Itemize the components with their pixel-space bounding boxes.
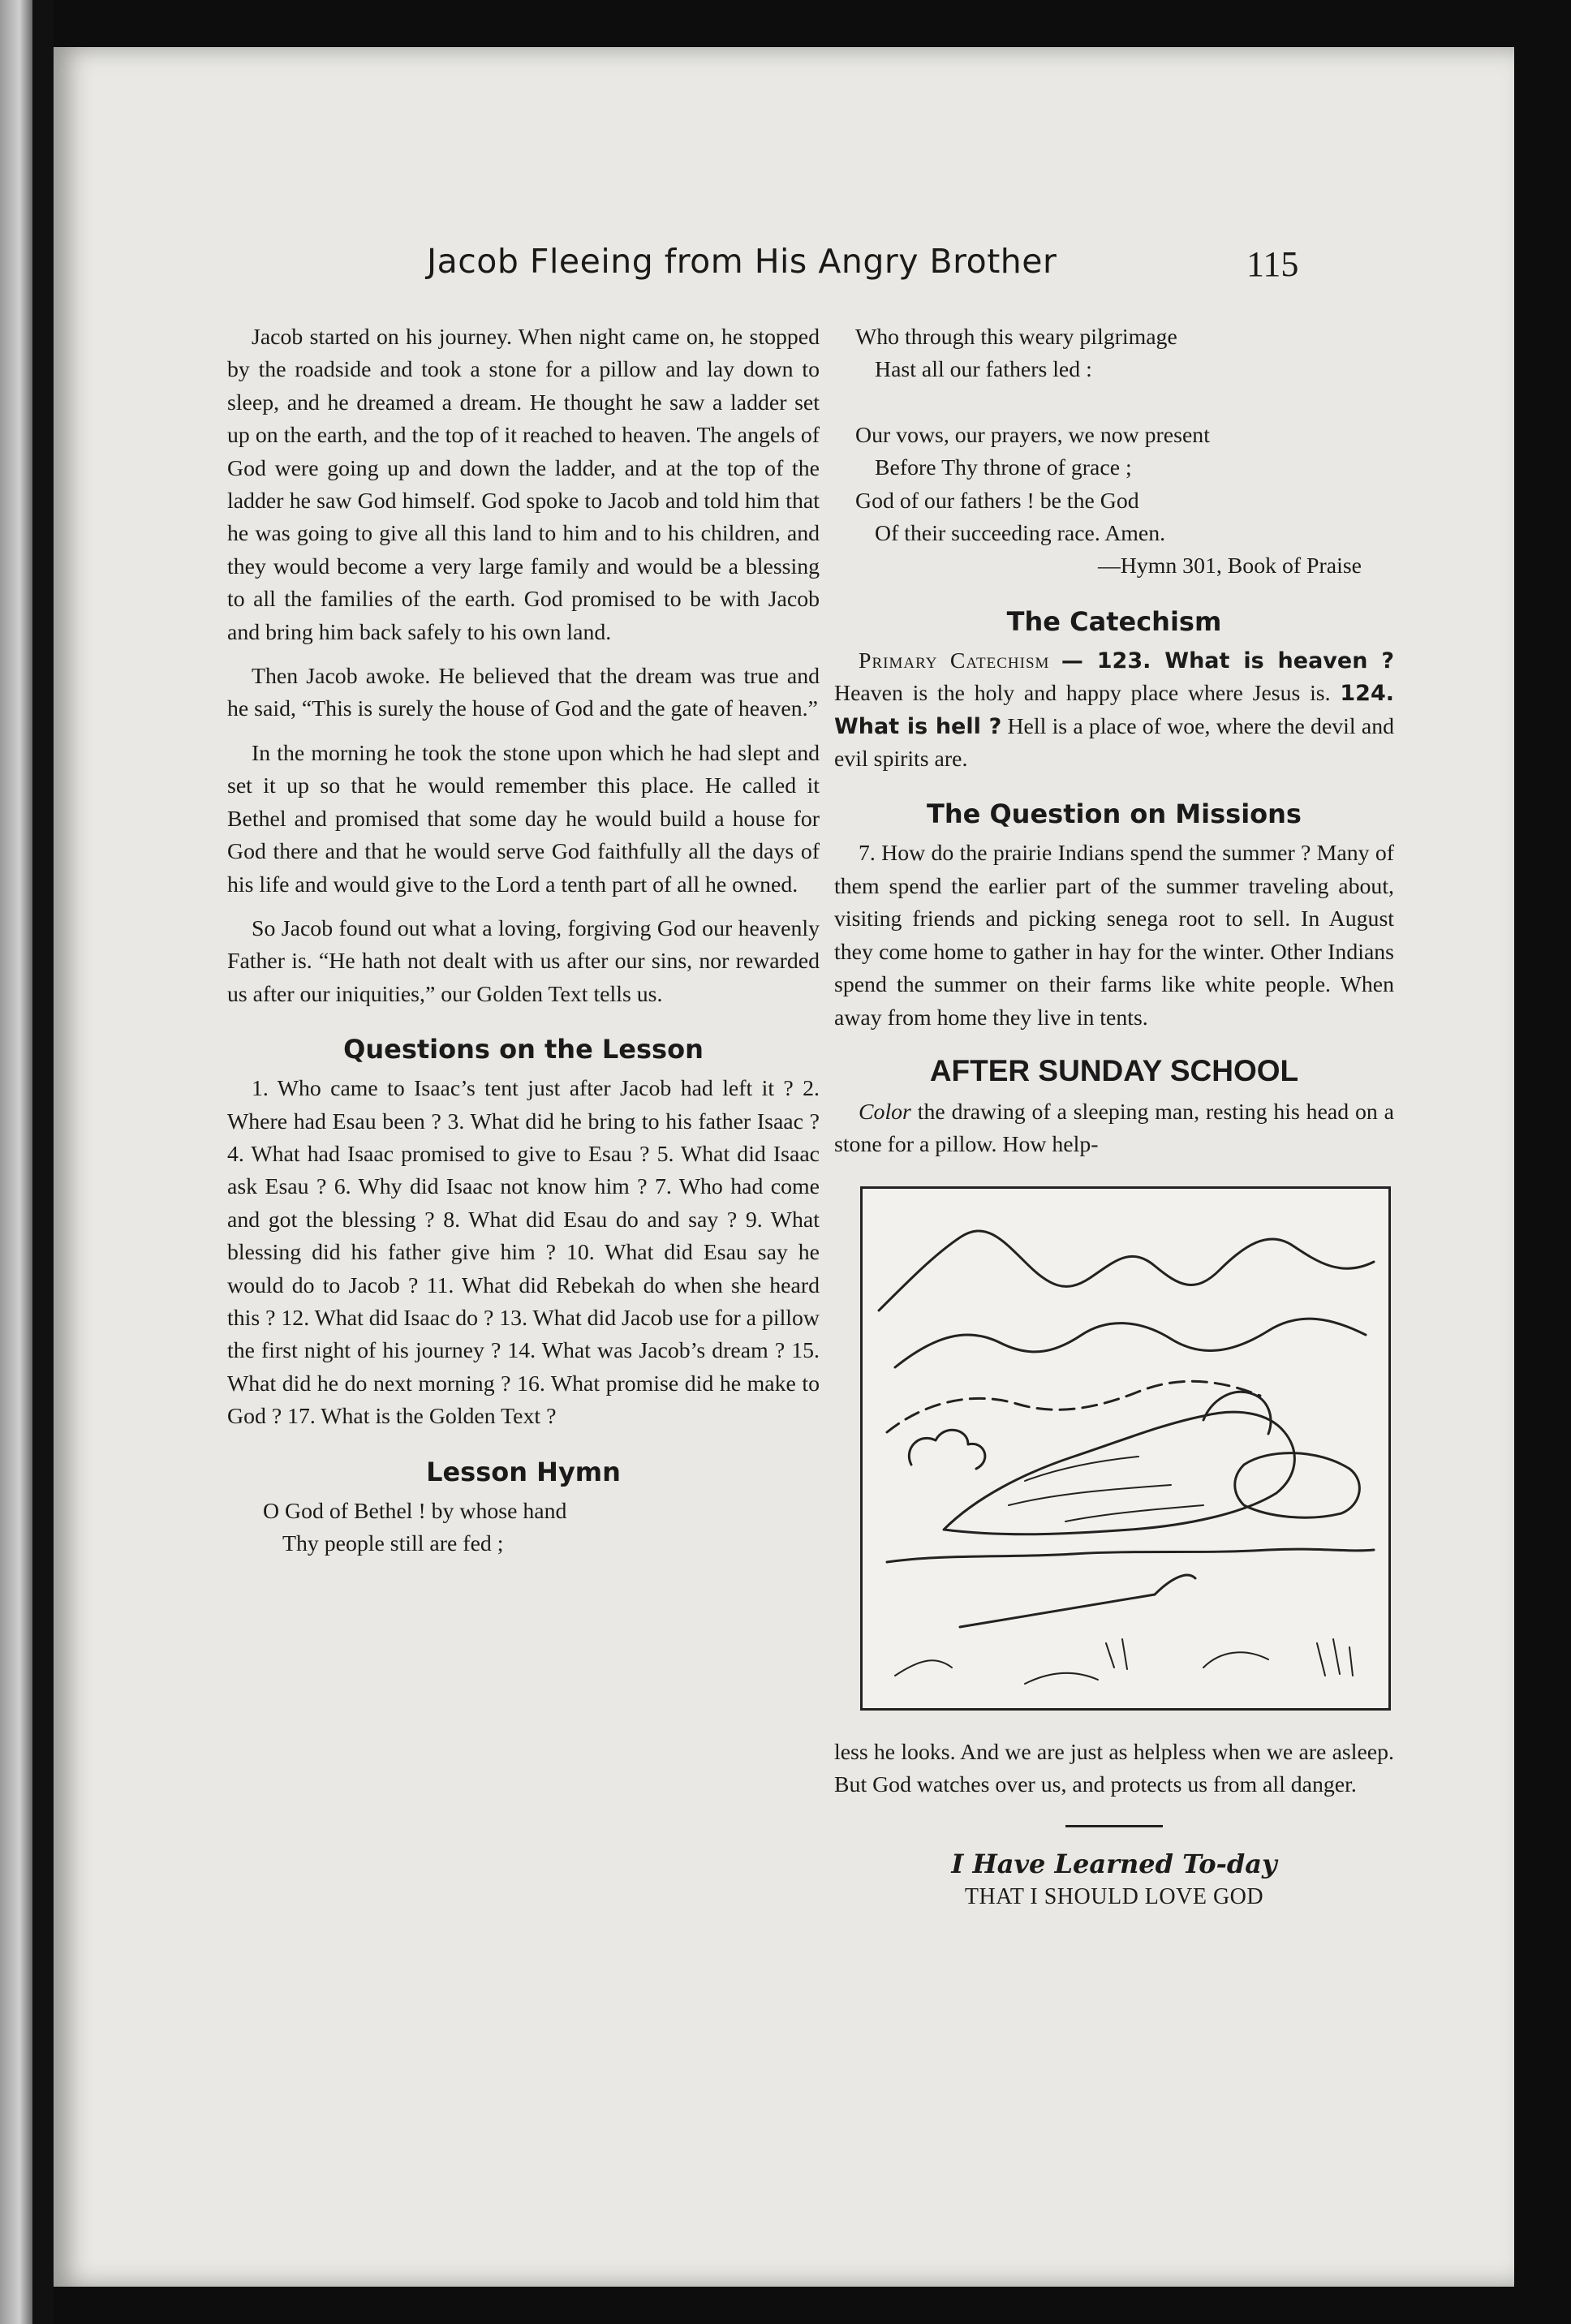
hymn-line: Who through this weary pilgrimage xyxy=(855,325,1177,350)
catechism-text xyxy=(834,645,1394,777)
lesson-hymn-verse xyxy=(227,1496,820,1561)
missions-text: 7. How do the prairie Indians spend the summer ? Many of them spend the earlier part of the summer traveling about, visiting friends and picking senega root to sell. In August they come home to gather in hay for the winter. Other Indians spend the summer on their farms like white people. When away from home they live in tents. xyxy=(834,841,1394,1031)
hymn-line: O God of Bethel ! by whose hand xyxy=(263,1498,567,1524)
questions-heading: Questions on the Lesson xyxy=(343,1034,704,1065)
left-column xyxy=(227,321,820,1560)
after-sunday-school-heading: AFTER SUNDAY SCHOOL xyxy=(929,1053,1299,1087)
learned-today-heading: I Have Learned To-day xyxy=(951,1848,1277,1879)
missions-heading: The Question on Missions xyxy=(927,798,1302,830)
sleeping-jacob-illustration xyxy=(860,1186,1391,1711)
hymn-line: Before Thy throne of grace ; xyxy=(875,455,1132,481)
verse-gap xyxy=(834,387,1394,420)
right-column xyxy=(834,321,1394,1910)
page-title: Jacob Fleeing from His Angry Brother xyxy=(427,242,1057,281)
catechism-question-123: — 123. What is heaven ? xyxy=(1061,648,1394,674)
line-drawing-sleeping-man xyxy=(863,1189,1388,1708)
story-paragraph: Jacob started on his journey. When night came on, he stopped by the roadside and took a stone for a pillow and lay down to sleep, and he dreamed a dream. He thought he saw a ladder set up on the earth, and the top of it reached to heaven. The angels of God were going up and down the ladder, and at the top of the ladder he saw God himself. God spoke to Jacob and told him that he was going to give all this land to him and to his children, and they would become a very large family and would be a blessing to all the families of the earth. God promised to be with Jacob and bring him back safely to his own land. xyxy=(227,325,820,645)
catechism-heading: The Catechism xyxy=(1006,605,1222,637)
story-paragraph: So Jacob found out what a loving, forgiving God our heavenly Father is. “He hath not dealt with us after our sins, nor rewarded us after our iniquities,” our Golden Text tells us. xyxy=(227,915,820,1007)
story-paragraph: Then Jacob awoke. He believed that the dream was true and he said, “This is surely the house of God and the gate of heaven.” xyxy=(227,664,820,722)
page-number: 115 xyxy=(1246,244,1299,284)
after-text-part-1: the drawing of a sleeping man, resting his head on a stone for a pillow. How help- xyxy=(834,1099,1394,1158)
catechism-answer-124: Hell is a place of woe, where the devil and evil spirits are. xyxy=(834,713,1394,773)
hymn-line: Of their succeeding race. Amen. xyxy=(875,521,1166,547)
catechism-label: Primary Catechism xyxy=(859,648,1050,674)
book-gutter xyxy=(32,0,54,2324)
divider-rule xyxy=(1065,1825,1163,1827)
color-word: Color xyxy=(859,1099,911,1125)
after-sunday-school-text-continued: less he looks. And we are just as helpless when we are asleep. But God watches over us, and protects us from all danger. xyxy=(834,1739,1394,1798)
catechism-question-124: 124. What is hell ? xyxy=(834,681,1394,739)
hymn-line: God of our fathers ! be the God xyxy=(855,488,1139,514)
hymn-reference: —Hymn 301, Book of Praise xyxy=(1097,553,1362,579)
page-header xyxy=(54,242,1514,290)
left-page-edge xyxy=(0,0,32,2324)
after-sunday-school-text xyxy=(834,1096,1394,1162)
story-paragraph: In the morning he took the stone upon which he had slept and set it up so that he would remember this place. He called it Bethel and promised that some day he would build a house for God there and that he would serve God faithfully all the days of his life and would give to the Lord a tenth part of all he owned. xyxy=(227,740,820,897)
questions-text: 1. Who came to Isaac’s tent just after Jacob had left it ? 2. Where had Esau been ? 3. What did he bring to his father Isaac ? 4. What had Isaac promised to give to Esau ? 5. What did Isaac ask Esau ? 6. Why did Isaac not know him ? 7. Who had come and got the blessing ? 8. What did Esau do and say ? 9. What blessing did his father give him ? 10. What did Esau say he would do to Jacob ? 11. What did Rebekah do when she heard this ? 12. What did Isaac do ? 13. What did Jacob use for a pillow the first night of his journey ? 14. What was Jacob’s dream ? 15. What did he do next morning ? 16. What promise did he make to God ? 17. What is the Golden Text ? xyxy=(227,1076,820,1430)
book-page xyxy=(54,47,1514,2287)
hymn-line: Hast all our fathers led : xyxy=(875,357,1092,383)
hymn-line: Our vows, our prayers, we now present xyxy=(855,422,1210,448)
hymn-line: Thy people still are fed ; xyxy=(282,1531,504,1556)
learned-today-text: THAT I SHOULD LOVE GOD xyxy=(964,1883,1264,1909)
lesson-hymn-heading: Lesson Hymn xyxy=(426,1456,621,1487)
catechism-answer-123: Heaven is the holy and happy place where Jesus is. xyxy=(834,681,1331,707)
